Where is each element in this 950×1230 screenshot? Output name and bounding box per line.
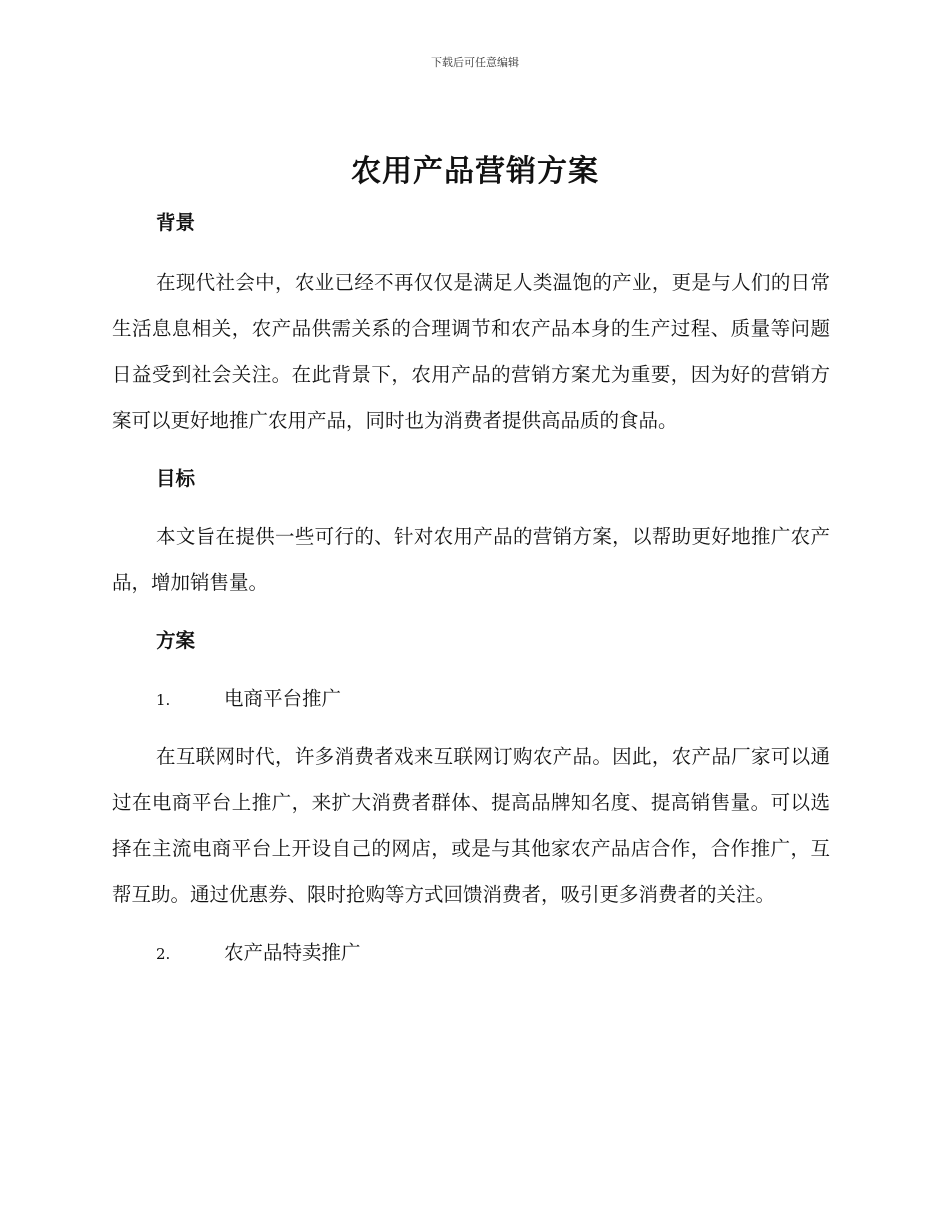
plan-item-2-title: 农产品特卖推广 <box>224 941 361 964</box>
plan-item-1-title: 电商平台推广 <box>224 687 342 710</box>
background-paragraph: 在现代社会中，农业已经不再仅仅是满足人类温饱的产业，更是与人们的日常生活息息相关，农产品供需关系的合理调节和农产品本身的生产过程、质量等问题日益受到社会关注。在此背景下，农用产品的营销方案尤为重要，因为好的营销方案可以更好地推广农用产品，同时也为消费者提供高品质的食品。 <box>112 271 830 432</box>
header-note: 下载后可任意编辑 <box>431 56 519 69</box>
spacer <box>112 664 830 676</box>
section-heading-goal: 目标 <box>156 467 196 490</box>
section-heading-background: 背景 <box>156 211 196 234</box>
spacer <box>112 918 830 930</box>
plan-item-1-number: 1. <box>156 691 171 709</box>
plan-item-2-number: 2. <box>156 945 171 963</box>
spacer <box>112 246 830 260</box>
spacer <box>112 444 830 456</box>
section-heading-plan: 方案 <box>156 629 196 652</box>
spacer <box>112 606 830 618</box>
document-body <box>112 200 830 976</box>
document-title: 农用产品营销方案 <box>351 154 599 189</box>
spacer <box>112 722 830 734</box>
spacer <box>112 502 830 514</box>
goal-paragraph: 本文旨在提供一些可行的、针对农用产品的营销方案，以帮助更好地推广农产品，增加销售量。 <box>112 525 830 594</box>
plan-item-1 <box>112 676 830 722</box>
plan-item-1-paragraph: 在互联网时代，许多消费者戏来互联网订购农产品。因此，农产品厂家可以通过在电商平台上推广，来扩大消费者群体、提高品牌知名度、提高销售量。可以选择在主流电商平台上开设自己的网店，或是与其他家农产品店合作，合作推广，互帮互助。通过优惠券、限时抢购等方式回馈消费者，吸引更多消费者的关注。 <box>112 745 830 906</box>
plan-item-2 <box>112 930 830 976</box>
